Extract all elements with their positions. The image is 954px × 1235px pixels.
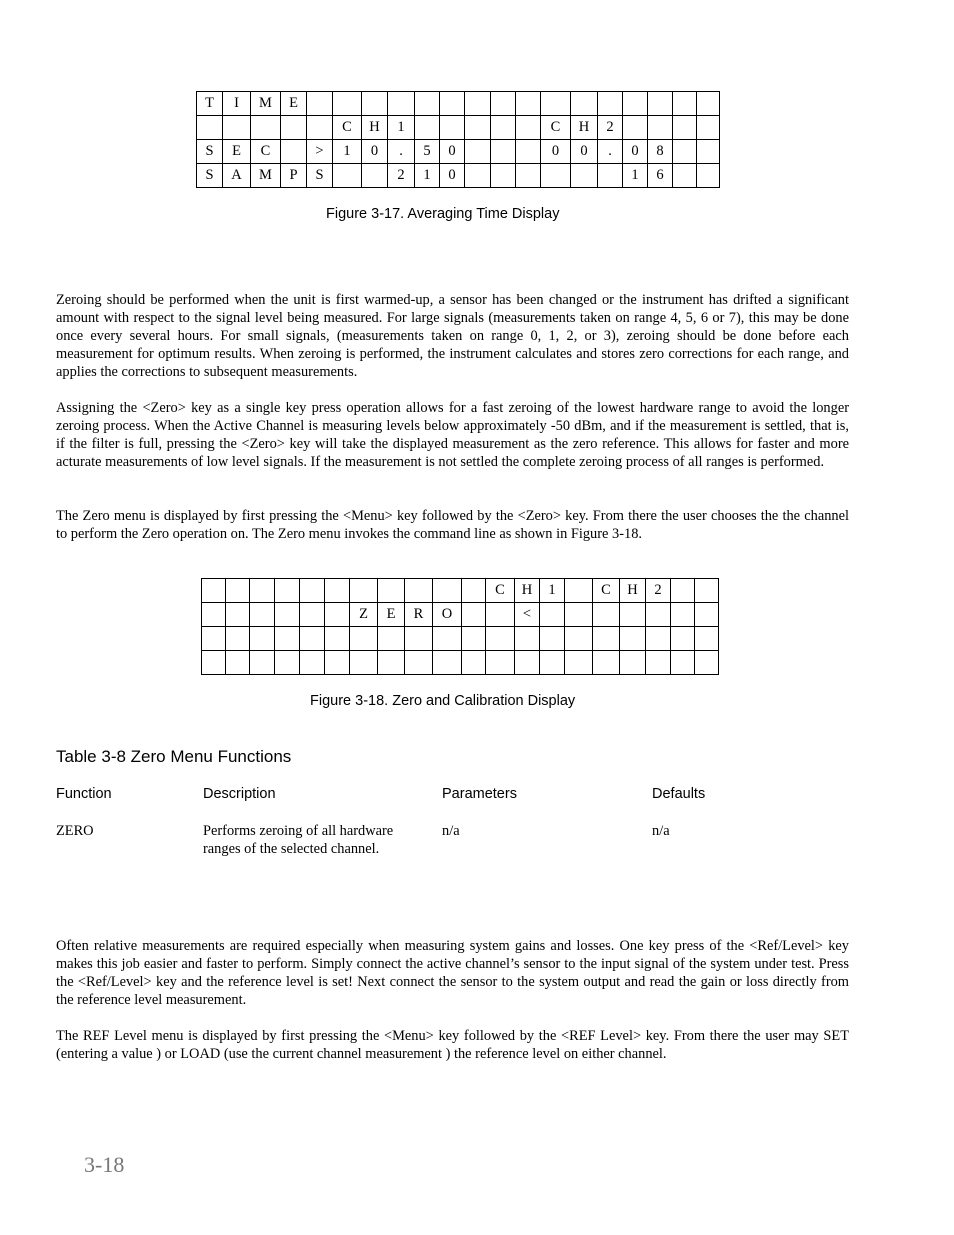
grid-cell: M <box>251 92 281 116</box>
grid-cell <box>516 164 541 188</box>
grid-cell <box>623 92 648 116</box>
grid-cell: 2 <box>388 164 415 188</box>
grid-cell <box>486 627 515 651</box>
grid-cell <box>695 603 719 627</box>
grid-cell: . <box>598 140 623 164</box>
grid-cell <box>300 651 325 675</box>
grid-cell <box>697 140 720 164</box>
figure-3-18-caption: Figure 3-18. Zero and Calibration Display <box>310 693 576 709</box>
averaging-time-display-grid <box>196 91 720 188</box>
grid-cell <box>250 627 275 651</box>
grid-cell <box>202 603 226 627</box>
grid-cell <box>275 627 300 651</box>
grid-cell <box>697 92 720 116</box>
grid-cell: 5 <box>415 140 440 164</box>
grid-cell: S <box>307 164 333 188</box>
grid-cell <box>378 579 405 603</box>
grid-cell <box>325 651 350 675</box>
grid-cell: 0 <box>362 140 388 164</box>
grid-cell: C <box>486 579 515 603</box>
grid-cell <box>598 92 623 116</box>
grid-cell <box>281 116 307 140</box>
grid-cell <box>540 651 565 675</box>
grid-cell <box>565 579 593 603</box>
grid-cell <box>515 627 540 651</box>
grid-cell: H <box>515 579 540 603</box>
grid-cell: 2 <box>646 579 671 603</box>
grid-cell <box>405 651 433 675</box>
zero-calibration-display-grid <box>201 578 719 675</box>
grid-cell <box>362 164 388 188</box>
grid-cell <box>673 116 697 140</box>
grid-cell <box>593 627 620 651</box>
grid-cell <box>697 116 720 140</box>
grid-cell: S <box>197 164 223 188</box>
grid-cell: . <box>388 140 415 164</box>
grid-cell <box>226 651 250 675</box>
grid-cell: H <box>620 579 646 603</box>
header-description: Description <box>203 786 276 802</box>
grid-cell <box>325 627 350 651</box>
grid-cell <box>620 627 646 651</box>
grid-row <box>202 627 719 651</box>
grid-cell <box>300 603 325 627</box>
grid-cell <box>202 651 226 675</box>
grid-cell <box>571 164 598 188</box>
grid-cell <box>433 627 462 651</box>
grid-cell: E <box>378 603 405 627</box>
grid-cell <box>202 579 226 603</box>
grid-cell: 1 <box>540 579 565 603</box>
grid-cell <box>465 92 491 116</box>
grid-cell <box>695 627 719 651</box>
grid-cell <box>275 651 300 675</box>
grid-cell <box>197 116 223 140</box>
grid-cell <box>350 651 378 675</box>
grid-cell <box>226 627 250 651</box>
grid-cell: 1 <box>415 164 440 188</box>
grid-cell <box>671 579 695 603</box>
grid-row <box>202 603 719 627</box>
grid-cell: 0 <box>571 140 598 164</box>
grid-cell <box>593 651 620 675</box>
grid-cell <box>462 579 486 603</box>
grid-cell: H <box>571 116 598 140</box>
grid-row <box>202 651 719 675</box>
grid-cell <box>226 579 250 603</box>
grid-row <box>197 92 720 116</box>
grid-cell <box>620 603 646 627</box>
grid-cell: A <box>223 164 251 188</box>
grid-cell: I <box>223 92 251 116</box>
grid-cell <box>465 116 491 140</box>
grid-cell: 0 <box>623 140 648 164</box>
grid-cell: < <box>515 603 540 627</box>
grid-cell <box>598 164 623 188</box>
grid-cell <box>646 603 671 627</box>
grid-cell <box>223 116 251 140</box>
grid-cell: E <box>223 140 251 164</box>
grid-cell <box>465 140 491 164</box>
grid-cell <box>646 627 671 651</box>
grid-cell <box>350 579 378 603</box>
grid-cell <box>491 92 516 116</box>
grid-cell <box>325 603 350 627</box>
grid-cell <box>202 627 226 651</box>
grid-cell <box>695 579 719 603</box>
grid-cell <box>671 603 695 627</box>
grid-cell <box>250 603 275 627</box>
grid-cell <box>440 92 465 116</box>
grid-cell: 1 <box>388 116 415 140</box>
grid-cell <box>350 627 378 651</box>
grid-cell <box>673 164 697 188</box>
header-parameters: Parameters <box>442 786 517 802</box>
zero-key-paragraph: Assigning the <Zero> key as a single key press operation allows for a fast zeroing of the lowest hardware range to avoid the longer zeroing process. When the Active Channel is measuring levels below approximately -50 dBm, and if the measurement is settled, that is, if the filter is full, pressing the <Zero> key will take the displayed measurement as the zero reference. This allows for faster and more acturate measurements of low level signals. If the measurement is not settled the complete zeroing process of all ranges is performed. <box>56 400 849 470</box>
zeroing-paragraph: Zeroing should be performed when the unit is first warmed-up, a sensor has been changed or the instrument has drifted a significant amount with respect to the signal level being measured. For large signals (measurements taken on range 4, 5, 6 or 7), this may be done once every several hours. For small signals, (measurements taken on range 0, 1, 2, or 3), zeroing should be done before each measurement for optimum results. When zeroing is performed, the instrument calculates and stores zero corrections for each range, and applies the corrections to subsequent measurements. <box>56 292 849 380</box>
grid-cell <box>378 651 405 675</box>
grid-cell <box>516 116 541 140</box>
figure-3-17-caption: Figure 3-17. Averaging Time Display <box>326 206 560 222</box>
grid-cell: 8 <box>648 140 673 164</box>
grid-cell <box>648 92 673 116</box>
grid-cell <box>362 92 388 116</box>
grid-cell <box>388 92 415 116</box>
grid-cell <box>440 116 465 140</box>
grid-cell <box>405 579 433 603</box>
grid-cell <box>281 140 307 164</box>
grid-cell <box>415 116 440 140</box>
grid-cell <box>620 651 646 675</box>
grid-cell <box>565 603 593 627</box>
grid-cell: 2 <box>598 116 623 140</box>
grid-cell <box>405 627 433 651</box>
grid-cell <box>541 92 571 116</box>
grid-cell <box>333 92 362 116</box>
cell-defaults: n/a <box>652 823 670 839</box>
grid-cell: 6 <box>648 164 673 188</box>
grid-cell <box>593 603 620 627</box>
table-3-8-title: Table 3-8 Zero Menu Functions <box>56 747 292 766</box>
grid-row <box>197 164 720 188</box>
grid-cell: R <box>405 603 433 627</box>
ref-level-paragraph: Often relative measurements are required especially when measuring system gains and losses. One key press of the <Ref/Level> key makes this job easier and faster to perform. Simply connect the active channel’s sensor to the input signal of the system under test. Press the <Ref/Level> key and the reference level is set! Next connect the sensor to the system output and read the gain or loss directly from the reference level measurement. <box>56 938 849 1008</box>
grid-cell: Z <box>350 603 378 627</box>
grid-cell: S <box>197 140 223 164</box>
grid-cell <box>307 92 333 116</box>
grid-cell <box>251 116 281 140</box>
grid-cell <box>378 627 405 651</box>
header-function: Function <box>56 786 112 802</box>
header-defaults: Defaults <box>652 786 706 802</box>
grid-cell <box>465 164 491 188</box>
grid-cell: C <box>333 116 362 140</box>
cell-description: Performs zeroing of all hardware ranges of the selected channel. <box>203 823 394 857</box>
ref-level-menu-paragraph: The REF Level menu is displayed by first pressing the <Menu> key followed by the <REF Level> key. From there the user may SET (entering a value ) or LOAD (use the current channel measurement ) the reference level on either channel. <box>56 1028 849 1062</box>
grid-cell <box>491 140 516 164</box>
grid-cell <box>571 92 598 116</box>
page-number: 3-18 <box>84 1152 125 1177</box>
grid-cell <box>515 651 540 675</box>
grid-cell <box>275 579 300 603</box>
grid-cell <box>491 116 516 140</box>
grid-cell <box>486 651 515 675</box>
grid-cell <box>462 627 486 651</box>
grid-cell <box>648 116 673 140</box>
grid-cell <box>250 651 275 675</box>
grid-cell <box>491 164 516 188</box>
grid-cell <box>300 579 325 603</box>
grid-cell: C <box>593 579 620 603</box>
grid-cell <box>671 627 695 651</box>
grid-cell <box>541 164 571 188</box>
grid-cell <box>250 579 275 603</box>
grid-cell <box>540 603 565 627</box>
grid-cell: 0 <box>440 164 465 188</box>
grid-cell: 0 <box>440 140 465 164</box>
grid-cell <box>275 603 300 627</box>
grid-cell: P <box>281 164 307 188</box>
grid-cell: O <box>433 603 462 627</box>
grid-cell <box>516 92 541 116</box>
grid-cell: > <box>307 140 333 164</box>
grid-cell: C <box>251 140 281 164</box>
grid-cell: M <box>251 164 281 188</box>
grid-cell: 1 <box>333 140 362 164</box>
cell-function: ZERO <box>56 823 94 839</box>
grid-cell <box>333 164 362 188</box>
grid-cell <box>565 651 593 675</box>
grid-cell <box>516 140 541 164</box>
grid-cell <box>673 92 697 116</box>
grid-cell <box>462 651 486 675</box>
grid-row <box>202 579 719 603</box>
grid-cell: 1 <box>623 164 648 188</box>
grid-row <box>197 140 720 164</box>
grid-cell <box>695 651 719 675</box>
grid-cell: T <box>197 92 223 116</box>
grid-row <box>197 116 720 140</box>
cell-parameters: n/a <box>442 823 460 839</box>
grid-cell <box>433 651 462 675</box>
grid-cell <box>433 579 462 603</box>
grid-cell <box>697 164 720 188</box>
grid-cell: E <box>281 92 307 116</box>
grid-cell <box>673 140 697 164</box>
grid-cell <box>307 116 333 140</box>
grid-cell <box>540 627 565 651</box>
grid-cell <box>300 627 325 651</box>
grid-cell <box>565 627 593 651</box>
grid-cell <box>415 92 440 116</box>
grid-cell: 0 <box>541 140 571 164</box>
grid-cell <box>486 603 515 627</box>
grid-cell <box>462 603 486 627</box>
grid-cell <box>623 116 648 140</box>
grid-cell <box>325 579 350 603</box>
grid-cell: C <box>541 116 571 140</box>
grid-cell: H <box>362 116 388 140</box>
zero-menu-paragraph: The Zero menu is displayed by first pressing the <Menu> key followed by the <Zero> key. From there the user chooses the the channel to perform the Zero operation on. The Zero menu invokes the command line as shown in Figure 3-18. <box>56 508 849 542</box>
grid-cell <box>226 603 250 627</box>
grid-cell <box>671 651 695 675</box>
grid-cell <box>646 651 671 675</box>
